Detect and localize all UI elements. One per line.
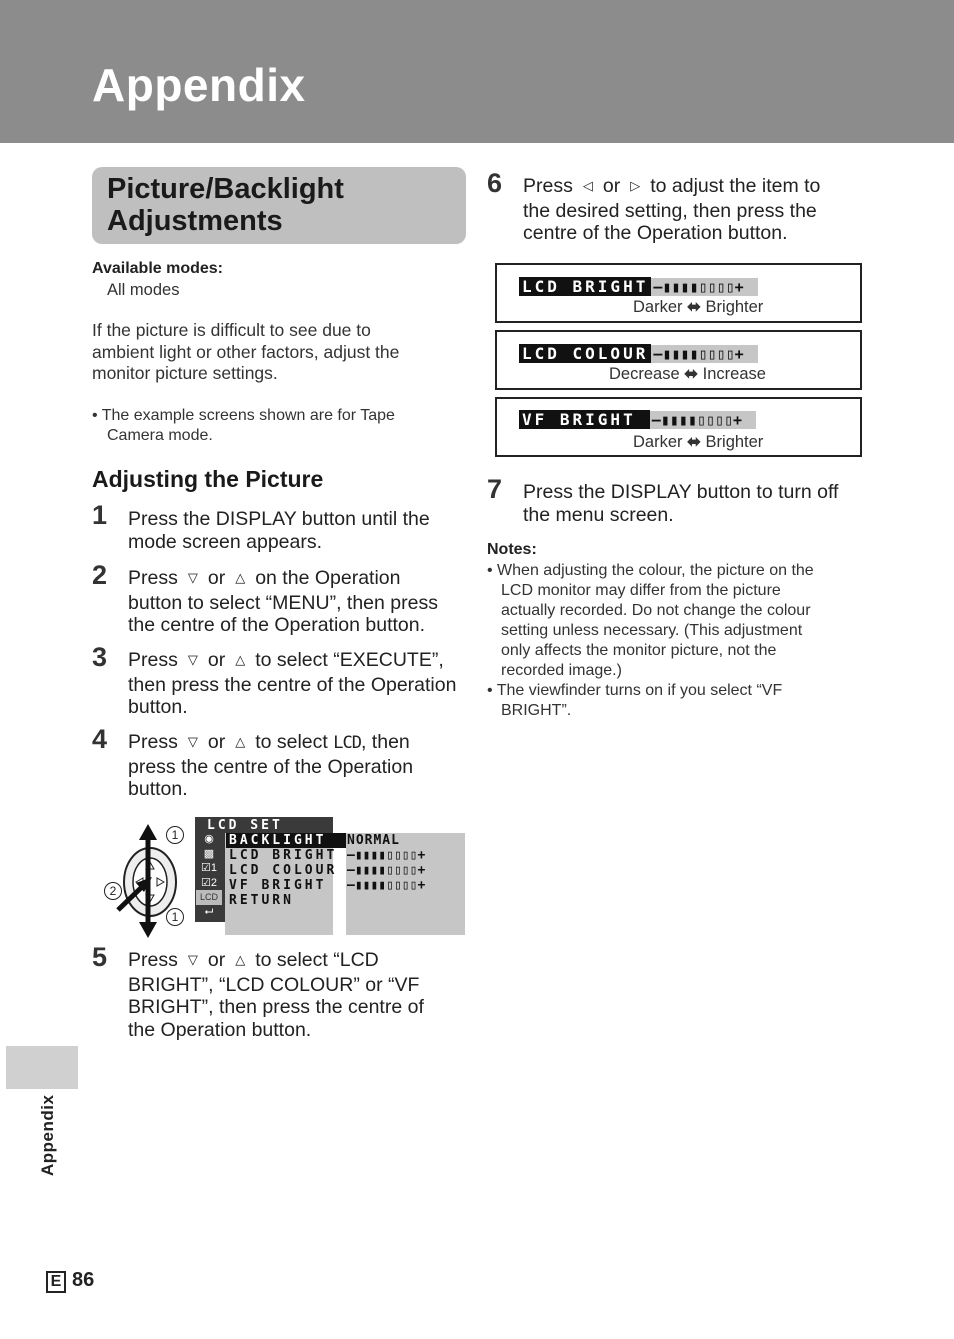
- section-title: [107, 173, 344, 237]
- note-line: actually recorded. Do not change the colour: [501, 602, 811, 619]
- step-word: Press: [128, 731, 178, 753]
- up-triangle-icon: △: [235, 952, 246, 967]
- step-line: press the centre of the Operation: [128, 755, 414, 778]
- example-note-line: • The example screens shown are for Tape: [92, 407, 395, 424]
- menu-title: LCD SET: [207, 818, 283, 833]
- step-number: 6: [487, 168, 503, 198]
- lcd-icon: LCD: [196, 890, 222, 905]
- step-number: 4: [92, 724, 108, 754]
- double-arrow-icon: ⬌: [687, 298, 701, 316]
- step-word: Press: [128, 649, 178, 671]
- adjust-bar-label: LCD COLOUR: [519, 344, 651, 363]
- menu-items: [229, 833, 337, 908]
- adjust-bar-row: [519, 410, 756, 429]
- page-heading: Appendix: [92, 59, 306, 111]
- adjust-bar-row: [519, 344, 758, 363]
- right-triangle-icon: ▷: [630, 178, 641, 193]
- step-line: the desired setting, then press the: [523, 199, 817, 222]
- step-word: or: [207, 949, 226, 971]
- example-note: [92, 406, 395, 446]
- menu-item-return: RETURN: [229, 893, 294, 908]
- step-line: the Operation button.: [128, 1019, 312, 1042]
- check-2-icon: ☑2: [201, 876, 217, 889]
- adjust-bar-track: –▮▮▮▮▯▯▯▯+: [650, 411, 756, 429]
- caption-left: Decrease: [609, 365, 680, 383]
- double-arrow-icon: ⬌: [684, 365, 699, 383]
- note-line: • The viewfinder turns on if you select “VF: [487, 682, 783, 699]
- step-word: on the Operation: [255, 567, 401, 589]
- side-tab-label: Appendix: [38, 1094, 57, 1176]
- caption-right: Brighter: [705, 433, 764, 451]
- caption-right: Increase: [702, 365, 766, 383]
- menu-value-lcd-colour: –▮▮▮▮▯▯▯▯+: [347, 863, 426, 878]
- step-2-text: [128, 567, 438, 637]
- side-tab: [6, 1046, 78, 1089]
- step-word: Press: [128, 949, 178, 971]
- step-7-text: [523, 481, 838, 526]
- left-triangle-icon: ◁: [582, 178, 593, 193]
- intro-line: monitor picture settings.: [92, 363, 278, 383]
- tape-camera-icon: ▩: [203, 847, 215, 860]
- modes-value: All modes: [107, 281, 180, 299]
- section-title-line2: Adjustments: [107, 205, 283, 237]
- example-note-line: Camera mode.: [107, 427, 213, 444]
- caption-left: Darker: [633, 433, 683, 451]
- step-number: 7: [487, 474, 503, 504]
- menu-value-vf-bright: –▮▮▮▮▯▯▯▯+: [347, 878, 426, 893]
- modes-label: Available modes:: [92, 260, 224, 277]
- camera-icon: ◉: [204, 833, 214, 845]
- step-number: 5: [92, 942, 108, 972]
- step-number: 1: [92, 500, 108, 530]
- language-badge: E: [46, 1271, 66, 1293]
- step-word: to select “EXECUTE”,: [255, 649, 444, 671]
- note-line: • When adjusting the colour, the picture on the: [487, 562, 814, 579]
- note-line: recorded image.): [501, 662, 622, 679]
- adjust-bar-row: [519, 277, 758, 296]
- adjust-bar-label: LCD BRIGHT: [519, 277, 651, 296]
- step-word: or: [207, 731, 226, 753]
- step-line: the menu screen.: [523, 503, 674, 526]
- menu-value-lcd-bright: –▮▮▮▮▯▯▯▯+: [347, 848, 426, 863]
- step-word: Press: [523, 175, 573, 197]
- intro-text: [92, 320, 399, 385]
- step-line: Press the DISPLAY button until the: [128, 508, 430, 530]
- page-number: [46, 1269, 94, 1293]
- up-triangle-icon: △: [235, 570, 246, 585]
- menu-item-vf-bright: VF BRIGHT: [229, 878, 327, 893]
- section-title-line1: Picture/Backlight: [107, 173, 344, 205]
- menu-values: [347, 833, 425, 893]
- step-word: or: [207, 649, 226, 671]
- step-line: Press the DISPLAY button to turn off: [523, 481, 839, 503]
- note-line: LCD monitor may differ from the picture: [501, 582, 781, 599]
- step-line: mode screen appears.: [128, 530, 323, 553]
- adjust-caption: [633, 432, 763, 452]
- step-line: button.: [128, 696, 188, 719]
- down-triangle-icon: ▽: [187, 734, 198, 749]
- step-5-text: [128, 949, 424, 1042]
- notes-title: Notes:: [487, 541, 537, 558]
- step-word: to select “LCD: [255, 949, 379, 971]
- lcd-icon: LCD: [333, 733, 361, 753]
- step-number: 3: [92, 642, 108, 672]
- step-line: BRIGHT”, “LCD COLOUR” or “VF: [128, 973, 420, 996]
- intro-line: If the picture is difficult to see due to: [92, 320, 371, 340]
- step-4-text: [128, 731, 413, 801]
- step-word: Press: [128, 567, 178, 589]
- down-triangle-icon: ▽: [187, 570, 198, 585]
- step-line: centre of the Operation button.: [523, 222, 788, 245]
- subheading: Adjusting the Picture: [92, 466, 324, 492]
- note-line: setting unless necessary. (This adjustment: [501, 622, 803, 639]
- step-number: 2: [92, 560, 108, 590]
- step-word: or: [602, 175, 621, 197]
- menu-side-icons: [196, 832, 222, 919]
- adjust-bar-track: –▮▮▮▮▯▯▯▯+: [651, 278, 757, 296]
- step-line: BRIGHT”, then press the centre of: [128, 996, 424, 1019]
- callout-1: 1: [166, 826, 184, 844]
- return-icon: ⮠: [204, 905, 214, 918]
- callout-1: 1: [166, 908, 184, 926]
- up-triangle-icon: △: [235, 652, 246, 667]
- double-arrow-icon: ⬌: [687, 433, 701, 451]
- adjust-caption: [609, 364, 766, 384]
- menu-value-backlight: NORMAL: [347, 833, 400, 848]
- up-triangle-icon: △: [235, 734, 246, 749]
- adjust-bar-label: VF BRIGHT: [519, 410, 650, 429]
- menu-item-lcd-colour: LCD COLOUR: [229, 863, 338, 878]
- step-word: to adjust the item to: [650, 175, 821, 197]
- notes-list: [487, 561, 857, 721]
- step-1-text: [128, 508, 430, 553]
- step-word: or: [207, 567, 226, 589]
- step-line: then press the centre of the Operation: [128, 673, 457, 696]
- caption-left: Darker: [633, 298, 683, 316]
- menu-item-backlight: BACKLIGHT: [229, 833, 327, 848]
- step-line: the centre of the Operation button.: [128, 614, 426, 637]
- adjust-bar-track: –▮▮▮▮▯▯▯▯+: [651, 345, 757, 363]
- adjust-caption: [633, 297, 763, 317]
- check-1-icon: ☑1: [201, 862, 217, 874]
- page-number-value: 86: [72, 1269, 95, 1291]
- down-triangle-icon: ▽: [187, 952, 198, 967]
- step-3-text: [128, 649, 456, 719]
- step-6-text: [523, 175, 820, 245]
- step-word: to select: [255, 731, 328, 753]
- note-line: BRIGHT”.: [501, 702, 572, 719]
- note-line: only affects the monitor picture, not the: [501, 642, 777, 659]
- step-line: button.: [128, 778, 188, 801]
- step-word: , then: [360, 731, 410, 753]
- menu-item-lcd-bright: LCD BRIGHT: [229, 848, 338, 863]
- step-line: button to select “MENU”, then press: [128, 591, 438, 614]
- caption-right: Brighter: [705, 298, 764, 316]
- intro-line: ambient light or other factors, adjust the: [92, 341, 400, 362]
- callout-2: 2: [104, 882, 122, 900]
- down-triangle-icon: ▽: [187, 652, 198, 667]
